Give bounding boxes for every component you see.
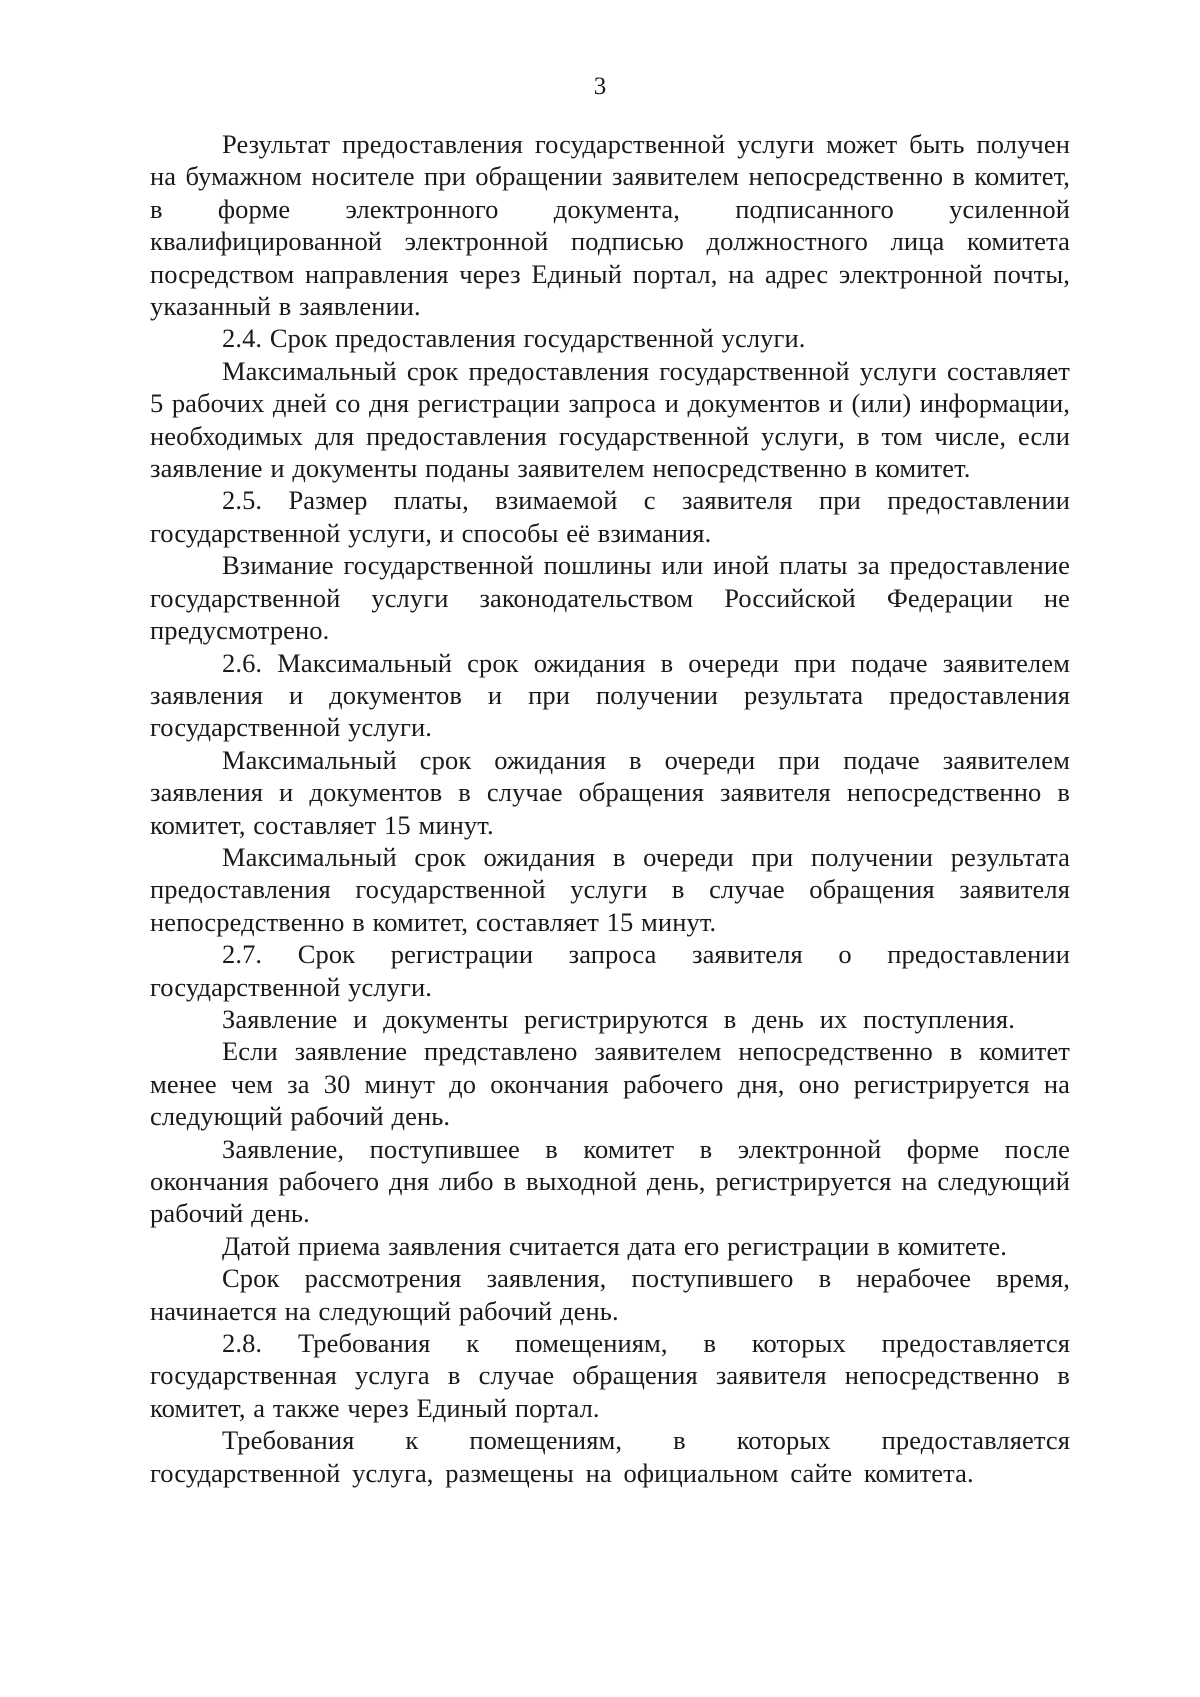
paragraph-registration-same-day: Заявление и документы регистрируются в день их поступления.	[222, 1003, 1015, 1034]
paragraph-review-start: Срок рассмотрения заявления, поступившего в нерабочее время, начинается на следующий рабочий день.	[150, 1263, 1070, 1326]
paragraph-queue-result: Максимальный срок ожидания в очереди при получении результата предоставления государственной услуги в случае обращения заявителя непосредственно в комитет, составляет 15 минут.	[150, 841, 1070, 937]
paragraph-max-term: Максимальный срок предоставления государственной услуги составляет 5 рабочих дней со дня регистрации запроса и документов и (или) информации, необходимых для предоставления государственной услуги, в том числе, если заявление и документы поданы заявителем непосредственно в комитет.	[150, 355, 1070, 484]
heading-2-6-queue-time: 2.6. Максимальный срок ожидания в очереди при подаче заявителем заявления и документов и при получении результата предоставления государственной услуги.	[150, 647, 1070, 743]
paragraph-no-fee: Взимание государственной пошлины или иной платы за предоставление государственной услуги законодательством Российской Федерации не предусмотрено.	[150, 550, 1070, 646]
heading-2-8-premises: 2.8. Требования к помещениям, в которых предоставляется государственная услуга в случае обращения заявителя непосредственно в комитет, а также через Единый портал.	[150, 1328, 1070, 1423]
paragraph-late-submission: Если заявление представлено заявителем непосредственно в комитет менее чем за 30 минут до окончания рабочего дня, оно регистрируется на следующий рабочий день.	[150, 1036, 1070, 1132]
paragraph-queue-submission: Максимальный срок ожидания в очереди при подаче заявителем заявления и документов в случае обращения заявителя непосредственно в комитет, составляет 15 минут.	[150, 744, 1070, 840]
document-body	[150, 128, 1070, 1489]
page-number: 3	[593, 73, 607, 100]
paragraph-premises-requirements: Требования к помещениям, в которых предоставляется государственной услуга, размещены на официальном сайте комитета.	[150, 1425, 1070, 1488]
heading-2-7-registration: 2.7. Срок регистрации запроса заявителя о предоставлении государственной услуги.	[150, 939, 1070, 1002]
heading-2-5-fee: 2.5. Размер платы, взимаемой с заявителя при предоставлении государственной услуги, и способы её взимания.	[150, 485, 1070, 548]
paragraph-acceptance-date: Датой приема заявления считается дата его регистрации в комитете.	[222, 1230, 1007, 1261]
paragraph-result-delivery: Результат предоставления государственной услуги может быть получен на бумажном носителе при обращении заявителем непосредственно в комитет, в форме электронного документа, подписанного усиленной квалифицированной электронной подписью должностного лица комитета посредством направления через Единый портал, на адрес электронной почты, указанный в заявлении.	[150, 129, 1070, 322]
heading-2-4-service-term: 2.4. Срок предоставления государственной услуги.	[222, 323, 806, 354]
paragraph-electronic-after-hours: Заявление, поступившее в комитет в электронной форме после окончания рабочего дня либо в выходной день, регистрируется на следующий рабочий день.	[150, 1133, 1070, 1229]
